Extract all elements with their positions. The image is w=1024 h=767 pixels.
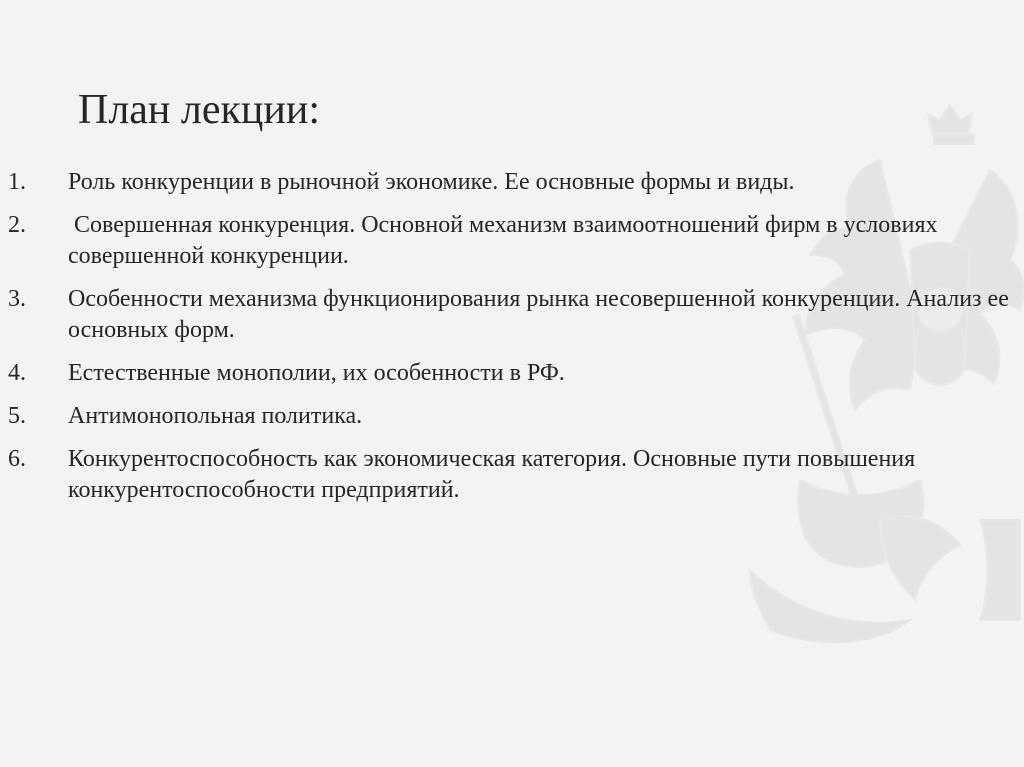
agenda-list xyxy=(8,167,1013,518)
agenda-item-5 xyxy=(8,401,1013,432)
item-text: Естественные монополии, их особенности в РФ. xyxy=(68,360,565,386)
agenda-item-2 xyxy=(8,210,1013,272)
item-text: Особенности механизма функционирования рынка несовершенной конкуренции. Анализ ее основных форм. xyxy=(68,286,1009,343)
agenda-item-3 xyxy=(8,284,1013,346)
item-text: Антимонопольная политика. xyxy=(68,403,363,429)
item-text: Роль конкуренции в рыночной экономике. Ее основные формы и виды. xyxy=(68,169,795,195)
item-text: Конкурентоспособность как экономическая категория. Основные пути повышения конкурентоспособности предприятий. xyxy=(68,446,916,503)
item-number: 1. xyxy=(8,169,26,195)
item-number: 4. xyxy=(8,360,26,386)
slide-title: План лекции: xyxy=(78,87,321,133)
item-text: Совершенная конкуренция. Основной механизм взаимоотношений фирм в условиях совершенной конкуренции. xyxy=(68,212,944,269)
item-number: 6. xyxy=(8,446,26,472)
agenda-item-6 xyxy=(8,444,1013,506)
item-number: 2. xyxy=(8,212,26,238)
item-number: 3. xyxy=(8,286,26,312)
agenda-item-1 xyxy=(8,167,1013,198)
item-number: 5. xyxy=(8,403,26,429)
agenda-item-4 xyxy=(8,358,1013,389)
